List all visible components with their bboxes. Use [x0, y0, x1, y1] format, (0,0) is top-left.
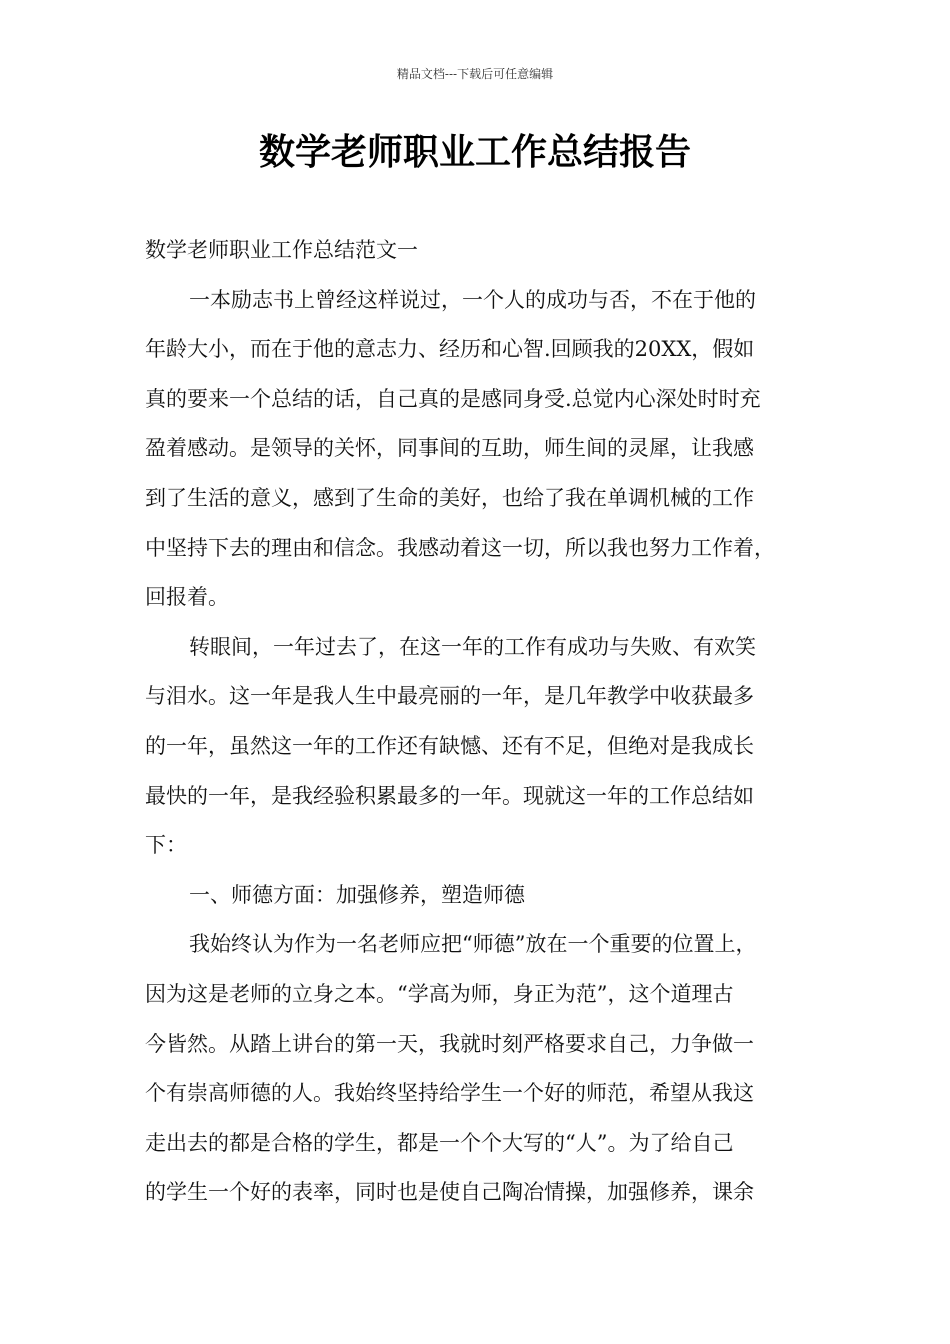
text-line: 真的要来一个总结的话，自己真的是感同身受.总觉内心深处时时充: [145, 386, 761, 411]
text-line: 的学生一个好的表率，同时也是使自己陶冶情操，加强修养，课余: [145, 1180, 754, 1205]
text-line: 我始终认为作为一名老师应把“师德”放在一个重要的位置上，: [189, 932, 757, 957]
text-line: 下：: [145, 833, 187, 858]
text-line: 的一年，虽然这一年的工作还有缺憾、还有不足，但绝对是我成长: [145, 733, 754, 758]
text-line: 回报着。: [145, 585, 229, 610]
text-line: 到了生活的意义，感到了生命的美好，也给了我在单调机械的工作: [145, 485, 754, 510]
text-line: 年龄大小，而在于他的意志力、经历和心智.回顾我的20XX，假如: [145, 337, 755, 362]
text-line: 数学老师职业工作总结范文一: [145, 238, 418, 262]
text-line: 因为这是老师的立身之本。“学高为师，身正为范”，这个道理古: [145, 981, 734, 1006]
document-title: 数学老师职业工作总结报告: [258, 132, 691, 173]
text-line: 最快的一年，是我经验积累最多的一年。现就这一年的工作总结如: [145, 783, 754, 808]
text-line: 一本励志书上曾经这样说过，一个人的成功与否，不在于他的: [189, 287, 756, 312]
text-line: 个有崇高师德的人。我始终坚持给学生一个好的师范，希望从我这: [145, 1081, 754, 1106]
text-line: 今皆然。从踏上讲台的第一天，我就时刻严格要求自己，力争做一: [145, 1031, 754, 1056]
text-line: 与泪水。这一年是我人生中最亮丽的一年，是几年教学中收获最多: [145, 684, 754, 709]
text-line: 盈着感动。是领导的关怀，同事间的互助，师生间的灵犀，让我感: [145, 436, 754, 461]
text-line: 转眼间，一年过去了，在这一年的工作有成功与失败、有欢笑: [189, 634, 756, 659]
section-heading: 一、师德方面：加强修养，塑造师德: [189, 882, 525, 907]
text-line: 走出去的都是合格的学生，都是一个个大写的“人”。为了给自己: [145, 1130, 734, 1155]
document-body: [145, 226, 825, 1218]
header-note: 精品文档---下载后可任意编辑: [396, 67, 554, 81]
text-line: 中坚持下去的理由和信念。我感动着这一切，所以我也努力工作着，: [145, 535, 775, 560]
